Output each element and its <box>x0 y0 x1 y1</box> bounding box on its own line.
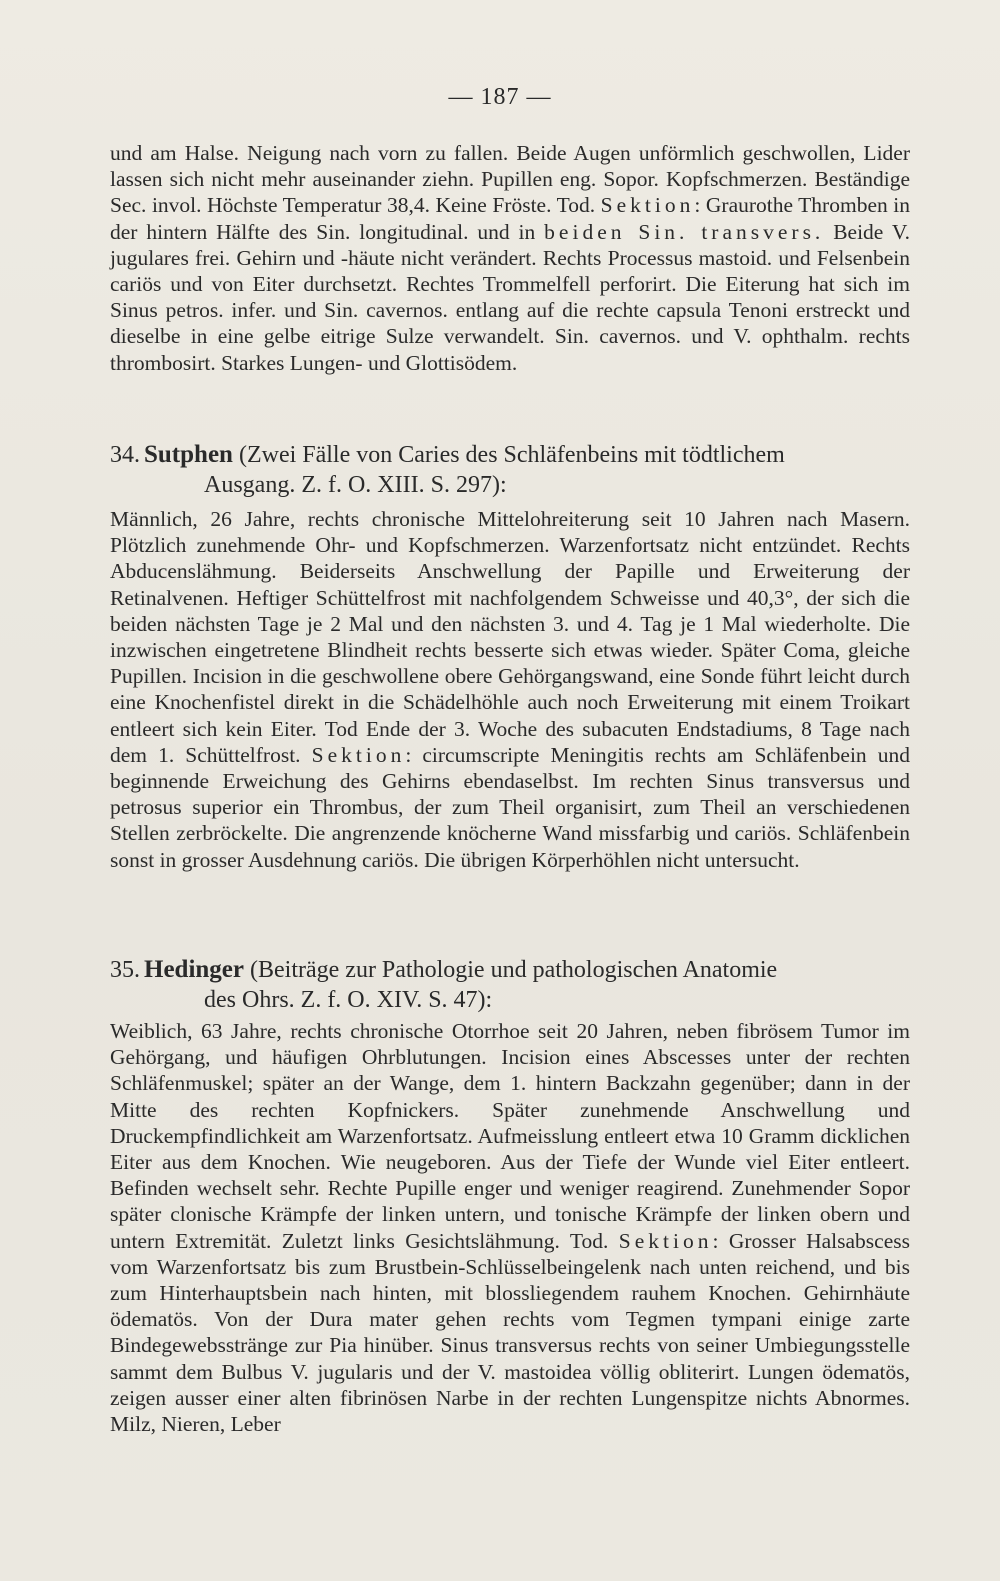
emphasis-beiden: beiden Sin. transvers. <box>544 219 825 244</box>
continuation-text-part-2: : Graurothe Thromben in der hintern Hälfte des Sin. longitudinal. und in <box>110 193 910 244</box>
case-34-number: 34. <box>110 442 140 468</box>
case-35-author: Hedinger <box>144 956 244 983</box>
case-35-title-line-1: (Beiträge zur Pathologie und pathologischen Anatomie <box>244 957 778 983</box>
sektion-label: Sektion <box>600 193 695 218</box>
case-34-text-part-2: : circumscripte Meningitis rechts am Schläfenbein und beginnende Erweichung des Gehirns ebendaselbst. Im rechten Sinus transversus und petrosus superior ein Thrombus, der zum Theil organisirt, zum Theil an verschiedenen Stellen zerbröckelte. Die angrenzende knöcherne Wand missfarbig und cariös. Schläfenbein sonst in grosser Ausdehnung cariös. Die übrigen Körperhöhlen nicht untersucht. <box>110 742 911 872</box>
case-34-title-line-2: Ausgang. Z. f. O. XIII. S. 297): <box>204 472 507 498</box>
case-35-text-part-2: : Grosser Halsabscess vom Warzenfortsatz bis zum Brustbein-Schlüsselbeingelenk nach unten reichend, und bis zum Hinterhauptsbein nach hinten, mit blossliegendem rauhem Knochen. Gehirnhäute ödematös. Von der Dura mater gehen rechts vom Tegmen tympani einige zarte Bindegewebsstränge zur Pia hinüber. Sinus transversus rechts von seiner Umbiegungsstelle sammt dem Bulbus V. jugularis und der V. mastoidea völlig obliterirt. Lungen ödematös, zeigen ausser einer alten fibrinösen Narbe in der rechten Lungenspitze nichts Abnormes. Milz, Nieren, Leber <box>110 1228 910 1437</box>
case-35-text-part-1: Weiblich, 63 Jahre, rechts chronische Otorrhoe seit 20 Jahren, neben fibrösem Tumor im Gehörgang, und häufigen Ohrblutungen. Incision eines Abscesses unter der rechten Schläfenmuskel; später an der Wange, dem 1. hintern Backzahn gegenüber; dann in der Mitte des rechten Kopfnickers. Später zunehmende Anschwellung und Druckempfindlichkeit am Warzenfortsatz. Aufmeisslung entleert etwa 10 Gramm dicklichen Eiter aus dem Knochen. Wie neugeboren. Aus der Tiefe der Wunde viel Eiter entleert. Befinden wechselt sehr. Rechte Pupille enger und weniger reagirend. Zunehmender Sopor später clonische Krämpfe der linken untern, und tonische Krämpfe der linken obern und untern Extremität. Zuletzt links Gesichtslähmung. Tod. <box>110 1019 910 1253</box>
case-34-text <box>110 506 910 873</box>
page-number: — 187 — <box>448 84 552 110</box>
continuation-paragraph <box>110 140 910 376</box>
case-35-body <box>110 1018 910 1437</box>
case-34-sektion-label: Sektion <box>311 742 406 767</box>
continuation-text <box>110 140 910 376</box>
case-35-title-line-2: des Ohrs. Z. f. O. XIV. S. 47): <box>204 987 493 1013</box>
case-35-text <box>110 1018 910 1437</box>
continuation-text-part-1: und am Halse. Neigung nach vorn zu fallen. Beide Augen unförmlich geschwollen, Lider lassen sich nicht mehr auseinander ziehn. Pupillen eng. Sopor. Kopfschmerzen. Beständige Sec. invol. Höchste Temperatur 38,4. Keine Fröste. Tod. <box>110 141 910 218</box>
case-35-heading <box>110 955 910 1015</box>
case-35-number: 35. <box>110 957 140 983</box>
case-35-sektion-label: Sektion <box>618 1228 713 1253</box>
case-34-author: Sutphen <box>144 441 233 468</box>
case-34-heading <box>110 440 910 500</box>
case-34-body <box>110 506 910 873</box>
continuation-text-part-3: Beide V. jugulares frei. Gehirn und -häute nicht verändert. Rechts Processus mastoid. und Felsenbein cariös und von Eiter durchsetzt. Rechtes Trommelfell perforirt. Die Eiterung hat sich im Sinus petros. infer. und Sin. cavernos. entlang auf die rechte capsula Tenoni erstreckt und dieselbe in eine gelbe eitrige Sulze verwandelt. Sin. cavernos. und V. ophthalm. rechts thrombosirt. Starkes Lungen- und Glottisödem. <box>110 219 910 375</box>
case-34-title-line-1: (Zwei Fälle von Caries des Schläfenbeins mit tödtlichem <box>232 442 785 468</box>
case-34-text-part-1: Männlich, 26 Jahre, rechts chronische Mittelohreiterung seit 10 Jahren nach Masern. Plötzlich zunehmende Ohr- und Kopfschmerzen. Warzenfortsatz nicht entzündet. Rechts Abducenslähmung. Beiderseits Anschwellung der Papille und Erweiterung der Retinalvenen. Heftiger Schüttelfrost mit nachfolgendem Schweisse und 40,3°, der sich die beiden nächsten Tage je 2 Mal und den nächsten 3. und 4. Tag je 1 Mal wiederholte. Die inzwischen eingetretene Blindheit rechts besserte sich etwas wieder. Später Coma, gleiche Pupillen. Incision in die geschwollene obere Gehörgangswand, eine Sonde führt leicht durch eine Knochenfistel direkt in die Schädelhöhle auch noch Erweiterung mit einem Troikart entleert sich kein Eiter. Tod Ende der 3. Woche des subacuten Endstadiums, 8 Tage nach dem 1. Schüttelfrost. <box>110 507 910 767</box>
